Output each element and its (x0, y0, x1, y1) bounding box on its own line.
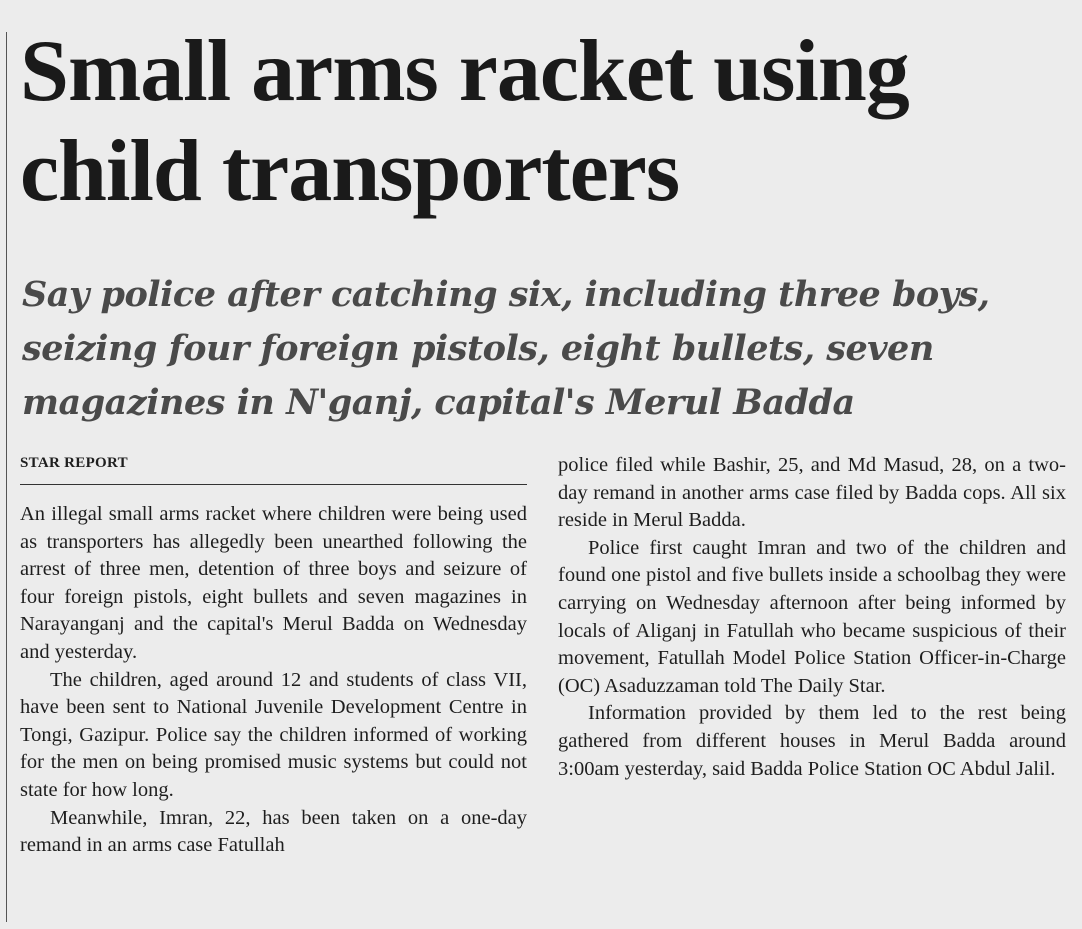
paragraph-3-continued: police filed while Bashir, 25, and Md Masud, 28, on a two-day remand in another arms case filed by Badda cops. All six reside in Merul Badda. (558, 454, 1066, 532)
paragraph-2: The children, aged around 12 and students of class VII, have been sent to National Juvenile Development Centre in Tongi, Gazipur. Police say the children informed of working for the men on being promised music systems but could not state for how long. (20, 668, 527, 801)
article-column-right (558, 452, 1066, 783)
paragraph-1: An illegal small arms racket where children were being used as transporters has allegedly been unearthed following the arrest of three men, detention of three boys and seizure of four foreign pistols, eight bullets and seven magazines in Narayanganj and the capital's Merul Badda on Wednesday and yesterday. (20, 503, 527, 663)
subheadline: Say police after catching six, including three boys, seizing four foreign pistols, eight bullets, seven magazines in N'ganj, capital's Merul Badda (22, 274, 990, 423)
column-rule (6, 32, 7, 922)
paragraph-3: Meanwhile, Imran, 22, has been taken on a one-day remand in an arms case Fatullah (20, 806, 527, 857)
paragraph-5: Information provided by them led to the rest being gathered from different houses in Merul Badda around 3:00am yesterday, said Badda Police Station OC Abdul Jalil. (558, 702, 1066, 780)
paragraph-4: Police first caught Imran and two of the children and found one pistol and five bullets inside a schoolbag they were carrying on Wednesday afternoon after being informed by locals of Aliganj in Fatullah who became suspicious of their movement, Fatullah Model Police Station Officer-in-Charge (OC) Asaduzzaman told The Daily Star. (558, 536, 1066, 697)
byline: STAR REPORT (20, 452, 527, 485)
headline: Small arms racket using child transporters (20, 23, 909, 220)
article-column-left (20, 452, 527, 860)
